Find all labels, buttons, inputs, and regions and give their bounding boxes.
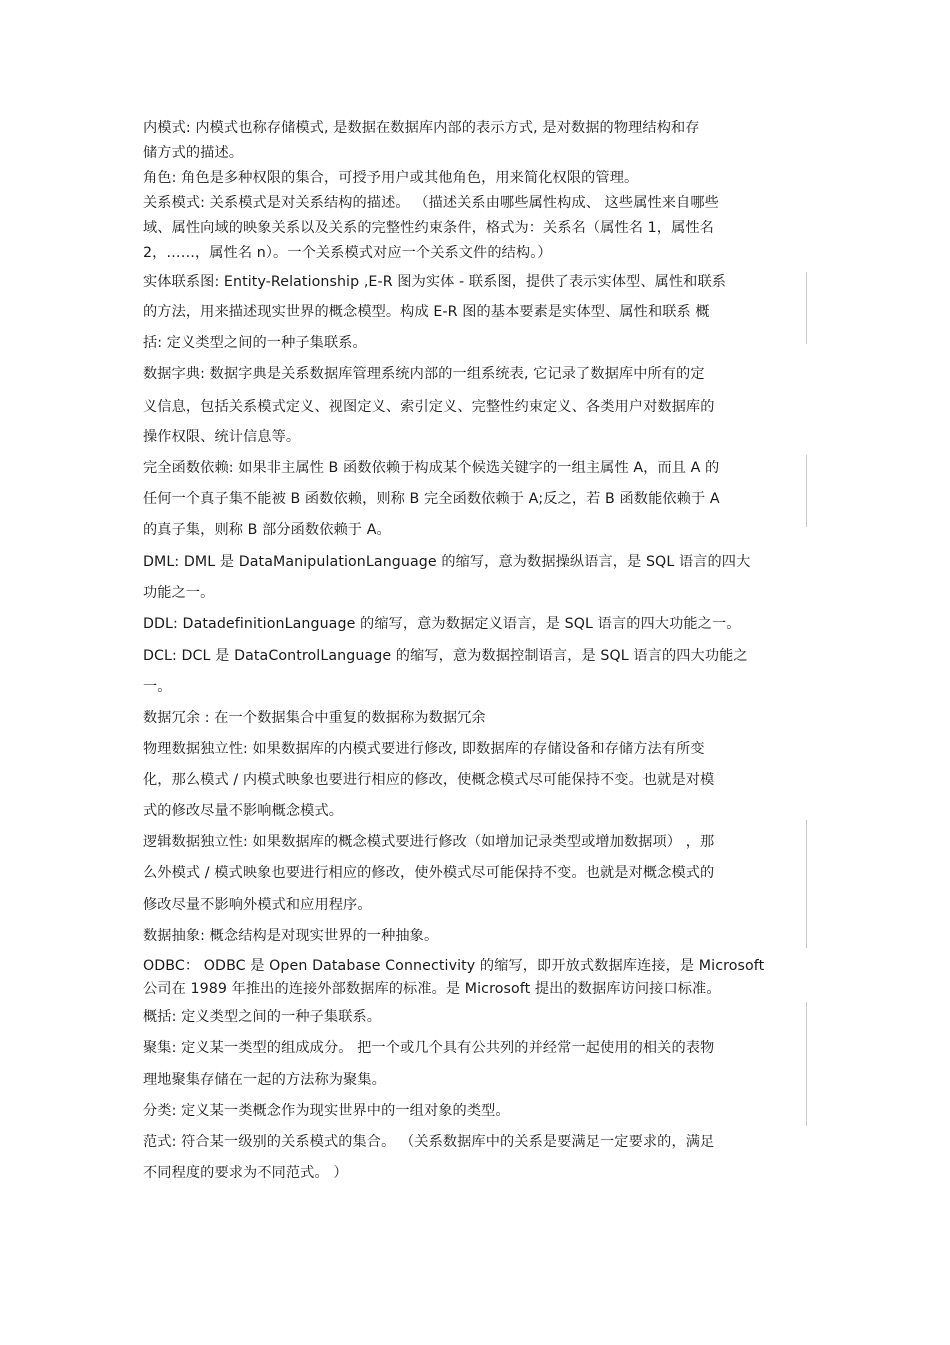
clustering-line-1: 聚集: 定义某一类型的组成成分。 把一个或几个具有公共列的并经常一起使用的相关的表物 — [143, 1040, 715, 1056]
classification-line-1: 分类: 定义某一类概念作为现实世界中的一组对象的类型。 — [143, 1103, 510, 1119]
margin-rule — [806, 820, 807, 948]
relational-schema-line-2: 域、属性向域的映象关系以及关系的完整性约束条件，格式为：关系名（属性名 1，属性名 — [143, 220, 714, 236]
odbc-line-2: 公司在 1989 年推出的连接外部数据库的标准。是 Microsoft 提出的数据库访问接口标准。 — [143, 981, 721, 997]
full-functional-dependency-line-1: 完全函数依赖: 如果非主属性 B 函数依赖于构成某个候选关键字的一组主属性 A，而且 A 的 — [143, 460, 720, 476]
normal-form-line-1: 范式: 符合某一级别的关系模式的集合。 （关系数据库中的关系是要满足一定要求的，满足 — [143, 1134, 715, 1150]
internal-schema-line-2: 储方式的描述。 — [143, 145, 244, 161]
data-abstraction-line-1: 数据抽象: 概念结构是对现实世界的一种抽象。 — [143, 928, 439, 944]
logical-data-independence-line-1: 逻辑数据独立性: 如果数据库的概念模式要进行修改（如增加记录类型或增加数据项） ，那 — [143, 834, 715, 850]
physical-data-independence-line-1: 物理数据独立性: 如果数据库的内模式要进行修改, 即数据库的存储设备和存储方法有所变 — [143, 741, 705, 757]
full-functional-dependency-line-3: 的真子集，则称 B 部分函数依赖于 A。 — [143, 522, 391, 538]
normal-form-line-2: 不同程度的要求为不同范式。 ） — [143, 1165, 348, 1181]
dcl-line-1: DCL: DCL 是 DataControlLanguage 的缩写，意为数据控制语言，是 SQL 语言的四大功能之 — [143, 648, 748, 664]
physical-data-independence-line-3: 式的修改尽量不影响概念模式。 — [143, 803, 344, 819]
margin-rule — [806, 1002, 807, 1126]
er-diagram-line-3: 括: 定义类型之间的一种子集联系。 — [143, 335, 367, 351]
logical-data-independence-line-2: 么外模式 / 模式映象也要进行相应的修改，使外模式尽可能保持不变。也就是对概念模式的 — [143, 865, 715, 881]
odbc-line-1: ODBC： ODBC 是 Open Database Connectivity 的缩写，即开放式数据库连接，是 Microsoft — [143, 958, 765, 974]
dcl-line-2: 一。 — [143, 679, 172, 695]
data-dictionary-line-1: 数据字典: 数据字典是关系数据库管理系统内部的一组系统表, 它记录了数据库中所有的定 — [143, 366, 705, 382]
internal-schema-line-1: 内模式: 内模式也称存储模式, 是数据在数据库内部的表示方式, 是对数据的物理结构和存 — [143, 120, 700, 136]
data-dictionary-line-2: 义信息，包括关系模式定义、视图定义、索引定义、完整性约束定义、各类用户对数据库的 — [143, 399, 715, 415]
margin-rule — [806, 455, 807, 527]
relational-schema-line-3: 2，……，属性名 n）。一个关系模式对应一个关系文件的结构。） — [143, 245, 552, 261]
er-diagram-line-2: 的方法，用来描述现实世界的概念模型。构成 E-R 图的基本要素是实体型、属性和联系 概 — [143, 304, 710, 320]
data-redundancy-line-1: 数据冗余 : 在一个数据集合中重复的数据称为数据冗余 — [143, 710, 486, 726]
clustering-line-2: 理地聚集存储在一起的方法称为聚集。 — [143, 1072, 386, 1088]
role-line-1: 角色: 角色是多种权限的集合，可授予用户或其他角色，用来简化权限的管理。 — [143, 170, 639, 186]
ddl-line-1: DDL: DatadefinitionLanguage 的缩写，意为数据定义语言，是 SQL 语言的四大功能之一。 — [143, 616, 741, 632]
relational-schema-line-1: 关系模式: 关系模式是对关系结构的描述。 （描述关系由哪些属性构成、 这些属性来自哪些 — [143, 195, 719, 211]
full-functional-dependency-line-2: 任何一个真子集不能被 B 函数依赖，则称 B 完全函数依赖于 A;反之，若 B 函数能依赖于 A — [143, 491, 720, 507]
logical-data-independence-line-3: 修改尽量不影响外模式和应用程序。 — [143, 897, 372, 913]
data-dictionary-line-3: 操作权限、统计信息等。 — [143, 429, 301, 445]
margin-rule — [806, 272, 807, 344]
er-diagram-line-1: 实体联系图: Entity-Relationship ,E-R 图为实体 - 联系图，提供了表示实体型、属性和联系 — [143, 274, 727, 290]
dml-line-1: DML: DML 是 DataManipulationLanguage 的缩写，意为数据操纵语言，是 SQL 语言的四大 — [143, 554, 751, 570]
generalization-line-1: 概括: 定义类型之间的一种子集联系。 — [143, 1009, 382, 1025]
dml-line-2: 功能之一。 — [143, 585, 215, 601]
physical-data-independence-line-2: 化，那么模式 / 内模式映象也要进行相应的修改，使概念模式尽可能保持不变。也就是对模 — [143, 772, 715, 788]
